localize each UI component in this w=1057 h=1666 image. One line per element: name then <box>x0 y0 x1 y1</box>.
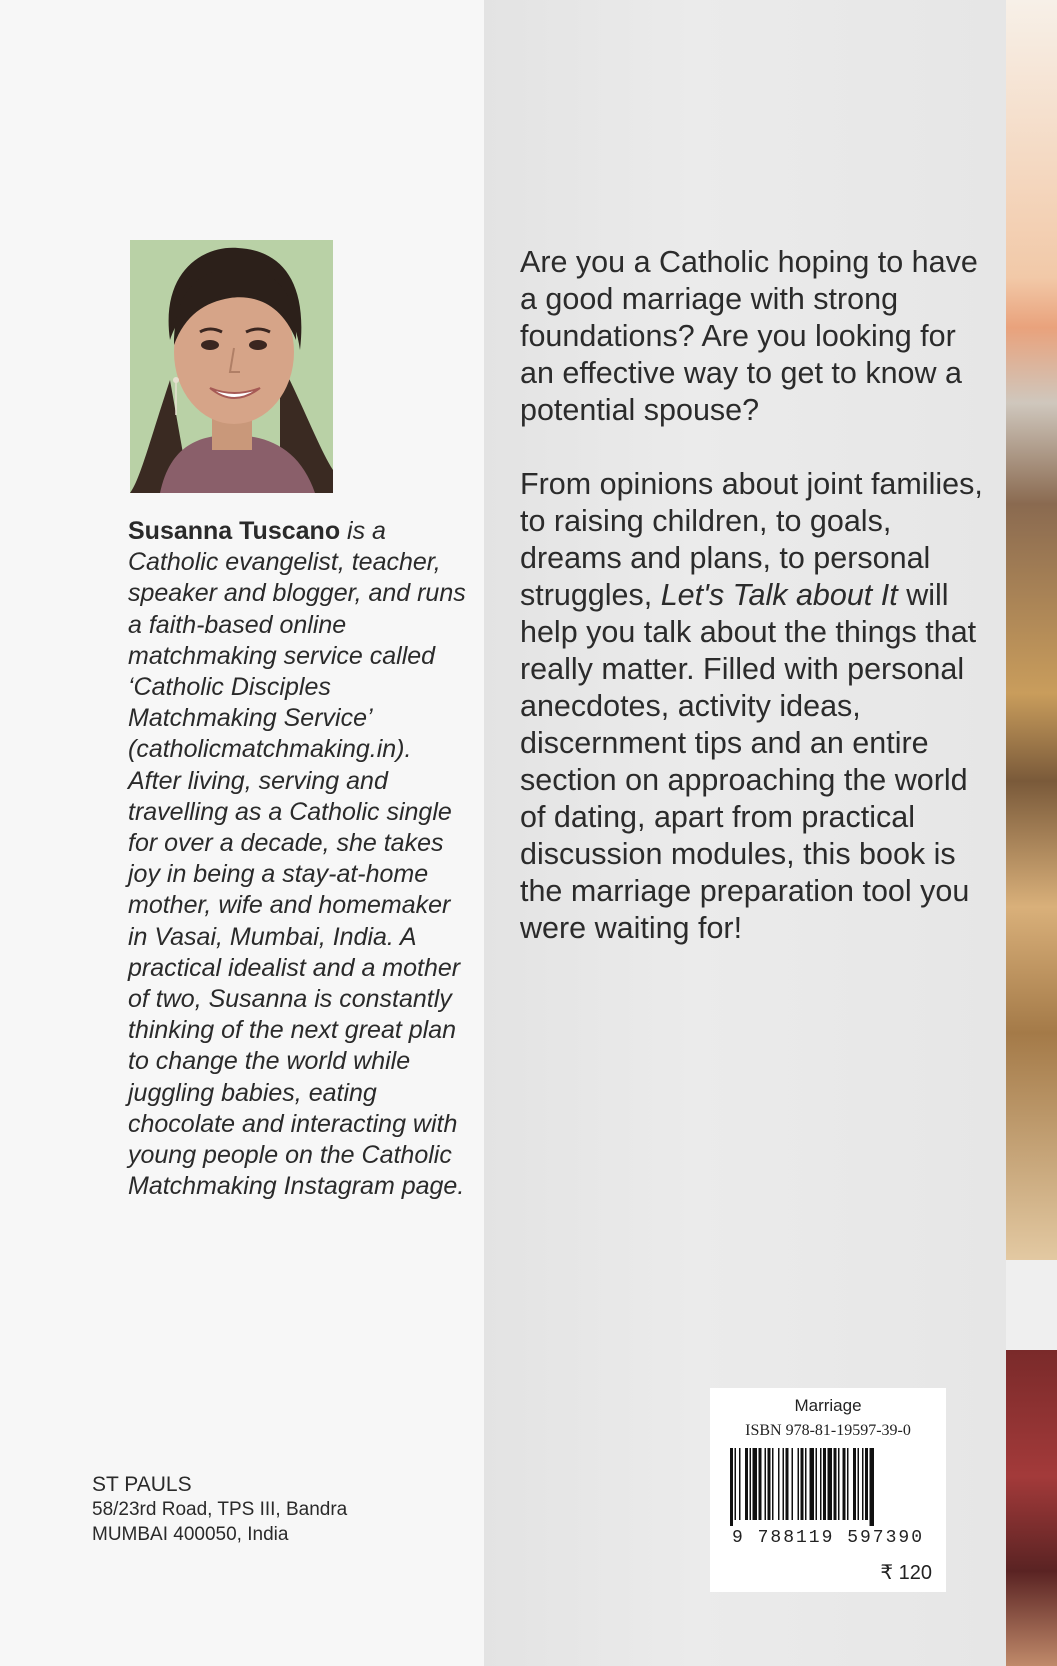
back-cover-blurb <box>520 244 990 947</box>
price-label: ₹ 120 <box>880 1562 932 1584</box>
isbn-text: ISBN 978-81-19597-39-0 <box>745 1422 911 1439</box>
blurb-paragraph-2: From opinions about joint families, to raising children, to goals, dreams and plans, to personal struggles, Let's Talk about It will help you talk about the things that really matter. Filled with personal anecdotes, activity ideas, discernment tips and an entire section on approaching the world of dating, apart from practical discussion modules, this book is the marriage preparation tool you were waiting for! <box>520 467 983 945</box>
author-name: Susanna Tuscano <box>128 517 341 545</box>
publisher-info <box>92 1472 347 1547</box>
author-bio-text: is a Catholic evangelist, teacher, speaker and blogger, and runs a faith-based online matchmaking service called ‘Catholic Disciples Matchmaking Service’ (catholicmatchmaking.in). After living, serving and travelling as a Catholic single for over a decade, she takes joy in being a stay-at-home mother, wife and homemaker in Vasai, Mumbai, India. A practical idealist and a mother of two, Susanna is constantly thinking of the next great plan to change the world while juggling babies, eating chocolate and interacting with young people on the Catholic Matchmaking Instagram page. <box>128 517 466 1201</box>
barcode-icon <box>728 1448 928 1526</box>
publisher-address-line-1: 58/23rd Road, TPS III, Bandra <box>92 1499 348 1520</box>
barcode-label <box>710 1388 946 1592</box>
blurb-paragraph-1: Are you a Catholic hoping to have a good marriage with strong foundations? Are you looking for an effective way to get to know a potential spouse? <box>520 245 978 427</box>
barcode-digits: 9 788119 597390 <box>731 1528 925 1548</box>
publisher-name: ST PAULS <box>92 1473 192 1496</box>
publisher-address-line-2: MUMBAI 400050, India <box>92 1524 289 1545</box>
category-label: Marriage <box>794 1396 862 1415</box>
front-cover-edge <box>1006 0 1057 1666</box>
book-title: Let's Talk about It <box>660 578 898 612</box>
author-bio <box>128 516 468 1202</box>
author-photo <box>130 240 333 493</box>
